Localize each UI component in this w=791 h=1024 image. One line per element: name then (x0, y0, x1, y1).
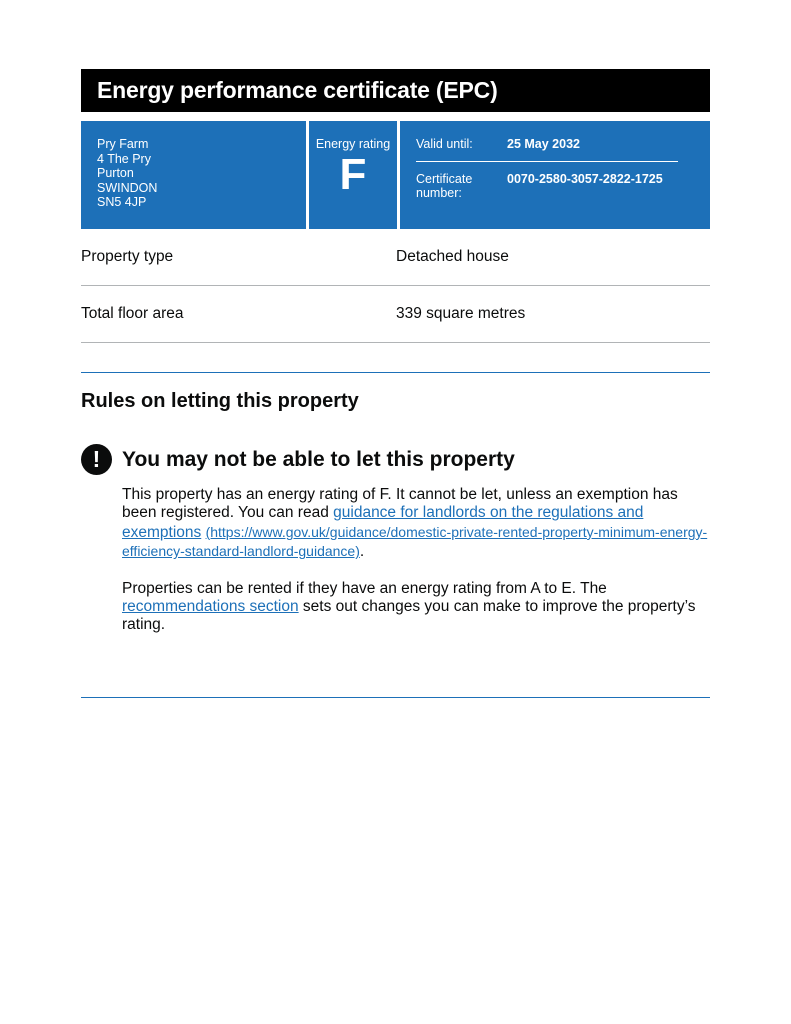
exclamation-icon: ! (81, 444, 112, 475)
warning-paragraph-1 (122, 486, 710, 562)
certificate-number-label: Certificate number: (416, 172, 473, 200)
warning-title: You may not be able to let this property (122, 448, 515, 471)
energy-rating-letter: F (339, 150, 367, 199)
paragraph-text: Properties can be rented if they have an energy rating from A to E. The (122, 579, 607, 597)
address-line-2: 4 The Pry (97, 151, 151, 166)
paragraph-end: sets out changes you can make to improve the property’s rating. (122, 598, 696, 634)
certificate-number-row (416, 172, 678, 200)
property-address (81, 121, 306, 229)
section-divider-bottom (81, 697, 710, 698)
letting-rules-heading: Rules on letting this property (81, 390, 359, 412)
page-title (81, 69, 710, 112)
paragraph-end: . (359, 543, 365, 561)
energy-rating-box (309, 121, 397, 229)
certificate-summary-panel (81, 121, 710, 229)
address-line-1: Pry Farm (97, 137, 149, 151)
summary-row-floor-area (81, 286, 710, 343)
page-title-text: Energy performance certificate (EPC) (97, 77, 498, 103)
paragraph-text: This property has an energy rating of F. It cannot be let, unless an exemption has been registered. You can read (122, 486, 678, 522)
certificate-number-value: 0070-2580-3057-2822-1725 (507, 172, 663, 186)
address-town: SWINDON (97, 180, 158, 195)
summary-value: Detached house (396, 248, 509, 265)
summary-label: Property type (81, 248, 174, 265)
summary-row-property-type (81, 229, 710, 286)
property-summary-list (81, 229, 710, 343)
certificate-divider (416, 161, 678, 162)
valid-until-label: Valid until: (416, 137, 473, 151)
epc-page (81, 69, 710, 698)
landlord-guidance-link[interactable]: guidance for landlords on the regulations and exemptions (122, 504, 644, 541)
summary-label: Total floor area (81, 305, 184, 322)
warning-paragraph-2 (122, 580, 710, 635)
letting-warning (81, 444, 710, 635)
landlord-guidance-url[interactable]: (https://www.gov.uk/guidance/domestic-private-rented-property-minimum-energy-efficiency-standard-landlord-guidance) (122, 523, 708, 560)
valid-until-row (416, 137, 678, 151)
energy-rating-label: Energy rating (315, 137, 391, 151)
warning-body (122, 486, 710, 635)
summary-value: 339 square metres (396, 305, 526, 322)
certificate-details (400, 121, 710, 229)
valid-until-value: 25 May 2032 (507, 137, 580, 151)
recommendations-section-link[interactable]: recommendations section (122, 598, 299, 616)
section-divider-top (81, 372, 710, 373)
address-line-3: Purton (97, 166, 134, 181)
address-postcode: SN5 4JP (97, 195, 147, 210)
